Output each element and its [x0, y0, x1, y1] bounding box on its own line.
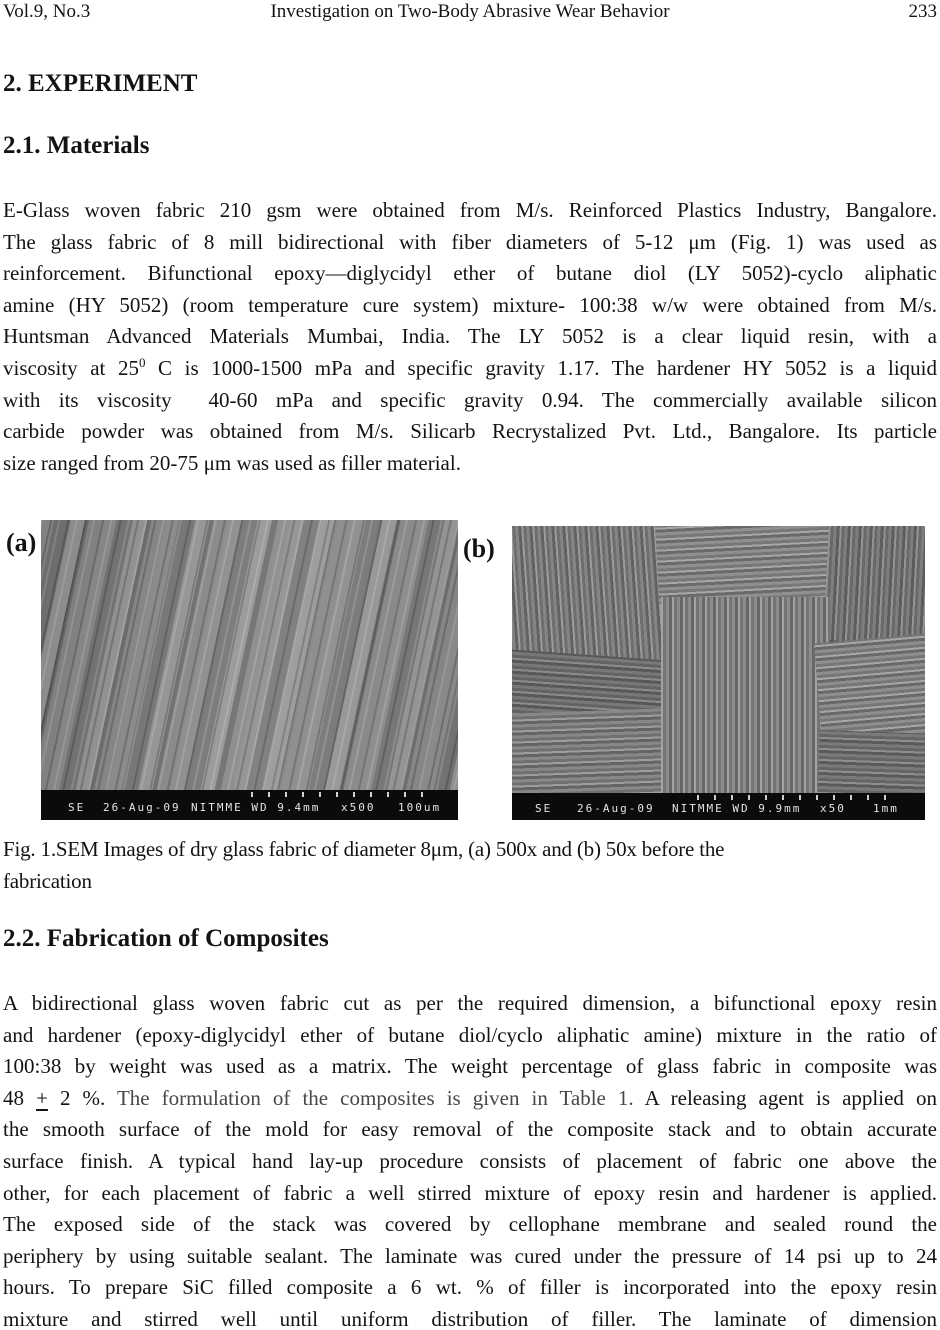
text-line [3, 1083, 937, 1115]
text-line [3, 227, 937, 259]
header-page-number: 233 [908, 1, 937, 22]
sem-a-detector: SE [68, 801, 86, 814]
text-line [3, 1020, 937, 1052]
weave-bundle [661, 597, 830, 820]
text-segment: E-Glass woven fabric 210 gsm were obtained from M/s. Reinforced Plastics Industry, Bangalore. [3, 198, 937, 222]
sem-b-stage-info: NITMME WD 9.9mm [672, 802, 802, 815]
text-segment: 100:38 by weight was used as a matrix. The weight percentage of glass fabric in composite was [3, 1054, 937, 1079]
sem-a-stage-info: NITMME WD 9.4mm [191, 801, 321, 814]
text-segment: with its viscosity 40-60 mPa and specific gravity 0.94. The commercially available silicon [3, 387, 937, 412]
text-line [3, 988, 937, 1020]
text-line [3, 1178, 937, 1210]
weave-bundle [654, 526, 840, 607]
sem-a-date: 26-Aug-09 [103, 801, 181, 814]
text-segment: size ranged from 20-75 μm was used as filler material. [3, 450, 461, 475]
text-segment: 0 [138, 354, 146, 370]
sem-b-weave-texture [512, 526, 925, 820]
page-header [3, 1, 937, 25]
text-line [3, 834, 937, 866]
text-segment: A bidirectional glass woven fabric cut as per the required dimension, a bifunctional epoxy resin [3, 991, 937, 1015]
text-segment: reinforcement. Bifunctional epoxy—diglycidyl ether of butane diol (LY 5052)-cyclo aliphatic [3, 261, 937, 286]
text-line [3, 1146, 937, 1178]
text-segment: carbide powder was obtained from M/s. Silicarb Recrystalized Pvt. Ltd., Bangalore. Its particle [3, 419, 937, 444]
text-segment: and hardener (epoxy-diglycidyl ether of butane diol/cyclo aliphatic amine) mixture in the ratio of [3, 1022, 937, 1047]
text-line [3, 1209, 937, 1241]
text-segment: The formulation of the composites is given in Table 1. [116, 1085, 634, 1110]
sem-a-magnification: x500 [341, 801, 376, 814]
sem-b-scale-label: 1mm [873, 802, 899, 815]
text-segment: The glass fabric of 8 mill bidirectional with fiber diameters of 5-12 μm (Fig. 1) was used as [3, 229, 937, 254]
figure-caption [3, 834, 937, 897]
text-segment: Fig. 1.SEM Images of dry glass fabric of diameter 8μm, (a) 500x and (b) 50x before the [3, 837, 725, 861]
header-volume-issue: Vol.9, No.3 [3, 1, 91, 22]
sem-b-date: 26-Aug-09 [577, 802, 655, 815]
sem-b-magnification: x50 [820, 802, 846, 815]
sem-a-fiber-texture [41, 520, 458, 820]
text-segment: other, for each placement of fabric a well stirred mixture of epoxy resin and hardener is applied. [3, 1180, 937, 1205]
text-line [3, 195, 937, 227]
text-line [3, 1241, 937, 1273]
materials-paragraph [3, 195, 937, 479]
text-line [3, 321, 937, 353]
scale-ticks [697, 795, 897, 800]
header-running-title: Investigation on Two-Body Abrasive Wear Behavior [270, 1, 670, 22]
subsection-heading-fabrication: 2.2. Fabrication of Composites [3, 925, 329, 952]
text-segment: amine (HY 5052) (room temperature cure system) mixture- 100:38 w/w were obtained from M/s. [3, 292, 937, 317]
text-segment: the smooth surface of the mold for easy removal of the composite stack and to obtain accurate [3, 1117, 937, 1142]
sem-b-status-bar [512, 793, 925, 820]
scale-ticks [251, 792, 431, 797]
text-segment: hours. To prepare SiC filled composite a 6 wt. % of filler is incorporated into the epoxy resin [3, 1275, 937, 1300]
fabrication-paragraph [3, 988, 937, 1330]
text-segment: 2 %. [47, 1085, 117, 1110]
text-line [3, 353, 937, 385]
figure-panel-label-a: (a) [6, 528, 37, 557]
text-line [3, 448, 937, 480]
text-line [3, 1114, 937, 1146]
text-line [3, 1272, 937, 1304]
text-segment: periphery by using suitable sealant. The laminate was cured under the pressure of 14 psi up to 24 [3, 1243, 937, 1268]
sem-a-status-bar [41, 790, 458, 820]
text-line [3, 416, 937, 448]
sem-image-a [41, 520, 458, 820]
text-line [3, 1304, 937, 1330]
text-line [3, 258, 937, 290]
section-heading-experiment: 2. EXPERIMENT [3, 70, 198, 97]
text-line [3, 866, 937, 898]
weave-bundle [813, 633, 925, 746]
text-segment: + [36, 1085, 48, 1110]
sem-b-detector: SE [535, 802, 553, 815]
weave-bundle [823, 526, 925, 646]
text-segment: mixture and stirred well until uniform distribution of filler. The laminate of dimension [3, 1306, 937, 1330]
text-segment: The exposed side of the stack was covered by cellophane membrane and sealed round the [3, 1212, 937, 1237]
text-line [3, 385, 937, 417]
text-segment: 48 [3, 1085, 37, 1110]
text-segment: surface finish. A typical hand lay-up procedure consists of placement of fabric one above the [3, 1148, 937, 1173]
text-line [3, 290, 937, 322]
text-segment: C is 1000-1500 mPa and specific gravity 1.17. The hardener HY 5052 is a liquid [145, 355, 938, 380]
figure-panel-label-b: (b) [463, 534, 495, 563]
sem-image-b [512, 526, 925, 820]
text-segment: fabrication [3, 868, 92, 893]
text-segment: Huntsman Advanced Materials Mumbai, India. The LY 5052 is a clear liquid resin, with a [3, 324, 937, 349]
text-segment: viscosity at 25 [3, 355, 139, 380]
text-segment: A releasing agent is applied on [633, 1085, 937, 1110]
text-line [3, 1051, 937, 1083]
sem-a-scale-label: 100um [398, 801, 442, 814]
subsection-heading-materials: 2.1. Materials [3, 132, 150, 159]
